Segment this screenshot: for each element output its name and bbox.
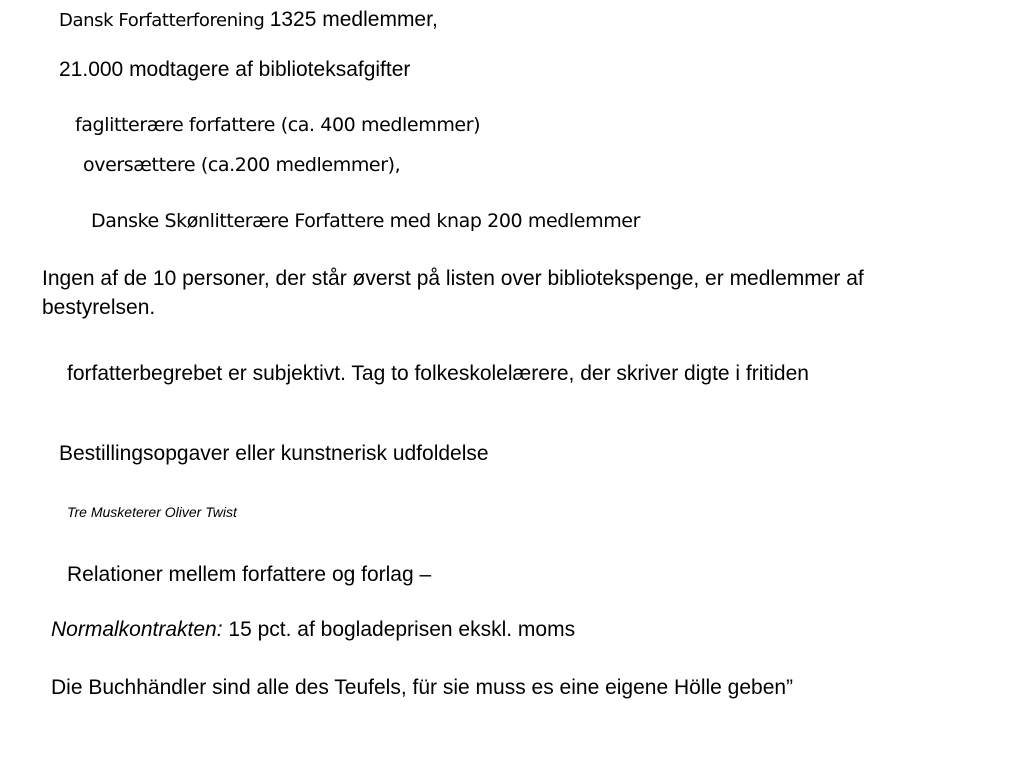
normalkontrakten-text: 15 pct. af bogladeprisen ekskl. moms <box>222 618 576 641</box>
line-normalkontrakten <box>51 618 575 642</box>
line-modtagere: 21.000 modtagere af biblioteksafgifter <box>59 58 411 81</box>
line-skoenlitteraere: Danske Skønlitterære Forfattere med knap 200 medlemmer <box>91 210 641 232</box>
line-faglitteraere: faglitterære forfattere (ca. 400 medlemmer) <box>75 114 481 136</box>
line-forfatterbegrebet: forfatterbegrebet er subjektivt. Tag to folkeskolelærere, der skriver digte i fritiden <box>67 362 809 385</box>
line-relationer: Relationer mellem forfattere og forlag – <box>67 563 432 586</box>
line-book-titles: Tre Musketerer Oliver Twist <box>67 504 237 520</box>
normalkontrakten-label: Normalkontrakten: <box>51 618 223 641</box>
line-quote-buchhaendler: Die Buchhändler sind alle des Teufels, für sie muss es eine eigene Hölle geben” <box>51 676 794 699</box>
line-oversaettere: oversættere (ca.200 medlemmer), <box>83 154 401 176</box>
line-forfatterforening-prefix: Dansk Forfatterforening <box>59 10 270 31</box>
line-bestyrelsen: Ingen af de 10 personer, der står øverst på listen over bibliotekspenge, er medlemmer af bestyrelsen. <box>42 267 864 319</box>
line-bestillingsopgaver: Bestillingsopgaver eller kunstnerisk udfoldelse <box>59 442 489 465</box>
line-forfatterforening <box>59 8 438 32</box>
line-forfatterforening-count: 1325 medlemmer, <box>269 8 438 31</box>
